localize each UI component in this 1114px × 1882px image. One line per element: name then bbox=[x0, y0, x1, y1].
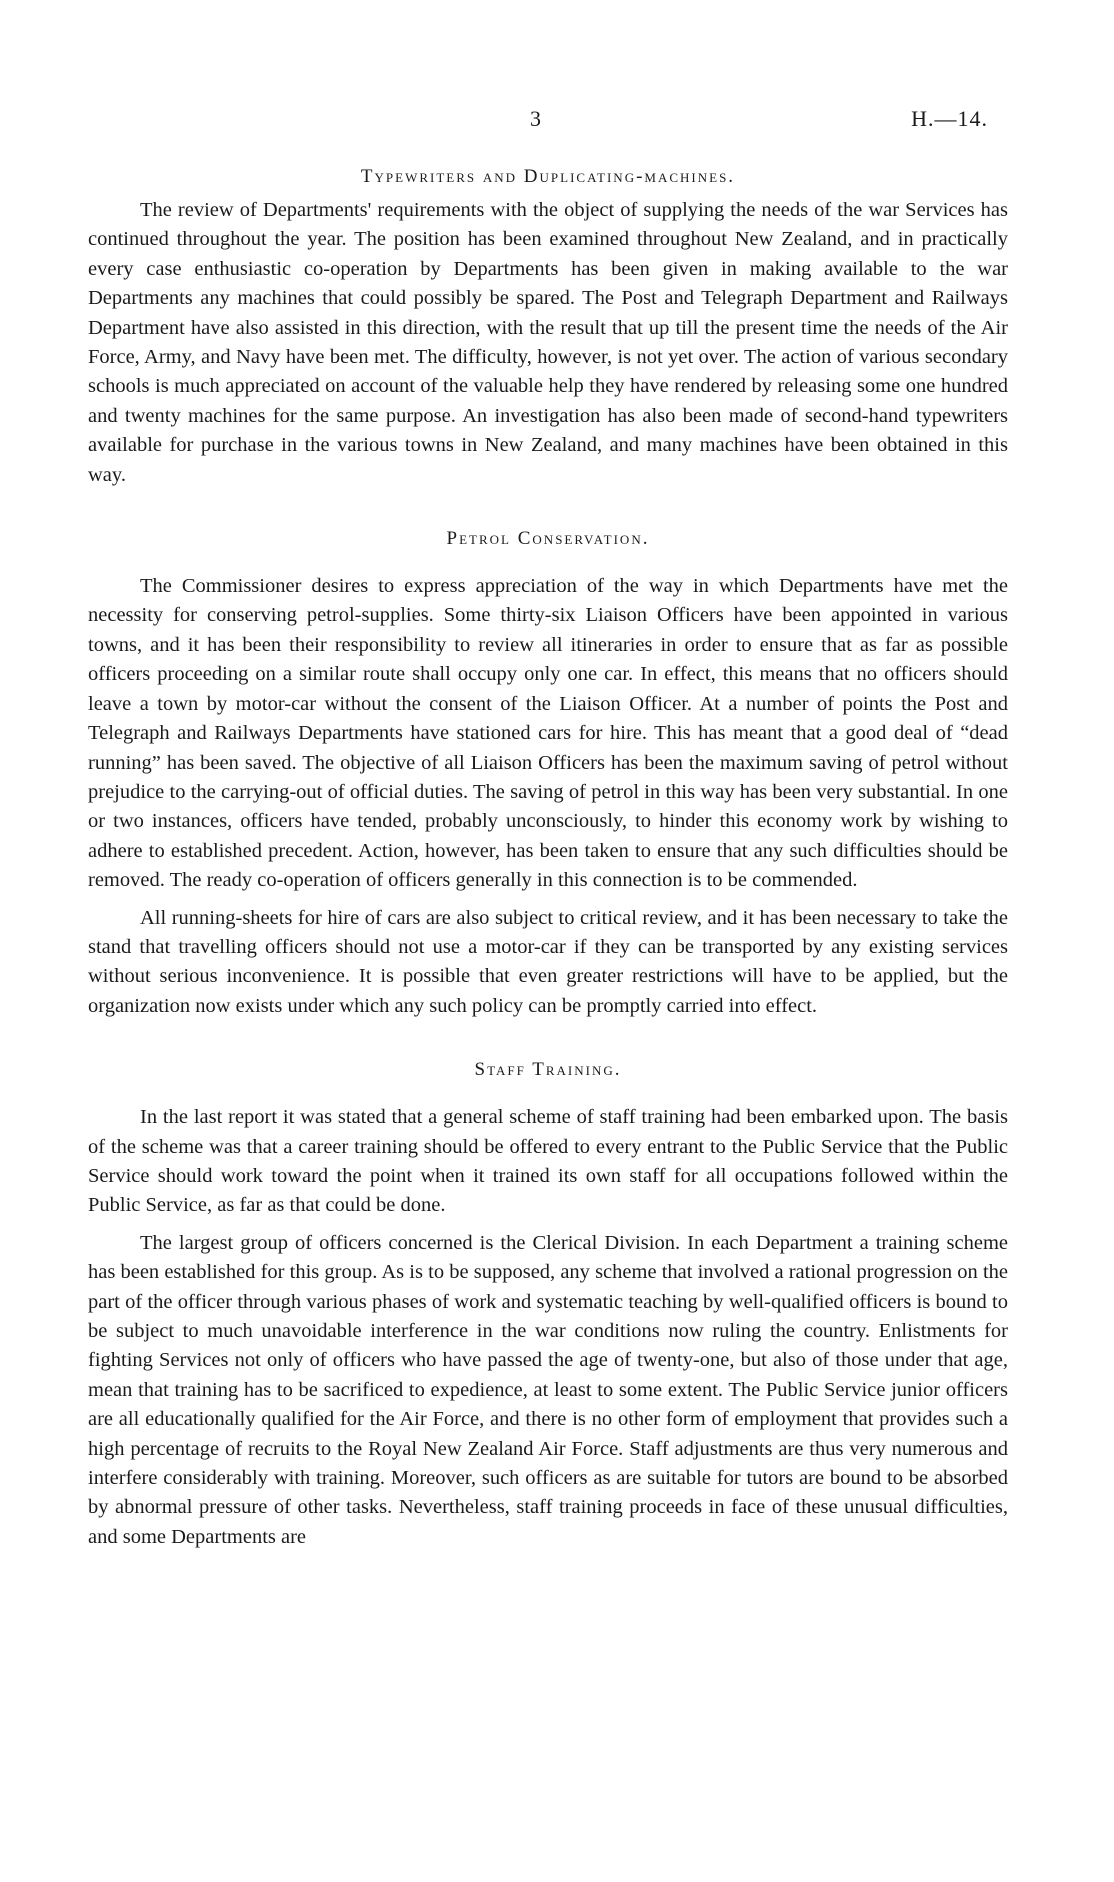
section-typewriters bbox=[88, 166, 1008, 490]
section-petrol-conservation bbox=[88, 528, 1008, 1021]
section-heading: Petrol Conservation. bbox=[446, 528, 650, 550]
paragraph: All running-sheets for hire of cars are also subject to critical review, and it has been necessary to take the stand that travelling officers should not use a motor-car if they can be transported by any existing services without serious inconvenience. It is possible that even greater restrictions will have to be applied, but the organization now exists under which any such policy can be promptly carried into effect. bbox=[88, 906, 1008, 1017]
page-number: 3 bbox=[530, 106, 541, 131]
document-reference: H.—14. bbox=[911, 106, 988, 131]
paragraph: The Commissioner desires to express appreciation of the way in which Departments have met the necessity for conserving petrol-supplies. Some thirty-six Liaison Officers have been appointed in various towns, and it has been their responsibility to review all itineraries in order to ensure that as far as possible officers proceeding on a similar route shall occupy only one car. In effect, this means that no officers should leave a town by motor-car without the consent of the Liaison Officer. At a number of points the Post and Telegraph and Railways Departments have stationed cars for hire. This has meant that a good deal of “dead running” has been saved. The objective of all Liaison Officers has been the maximum saving of petrol without prejudice to the carrying-out of official duties. The saving of petrol in this way has been very substantial. In one or two instances, officers have tended, probably unconsciously, to hinder this economy work by wishing to adhere to established precedent. Action, however, has been taken to ensure that any such difficulties should be removed. The ready co-operation of officers generally in this connection is to be commended. bbox=[88, 575, 1008, 892]
document-body bbox=[88, 166, 1008, 1560]
paragraph: In the last report it was stated that a general scheme of staff training had been embarked upon. The basis of the scheme was that a career training should be offered to every entrant to the Public Service that the Public Service should work toward the point when it trained its own staff for all occupations followed within the Public Service, as far as that could be done. bbox=[88, 1106, 1008, 1217]
section-staff-training bbox=[88, 1059, 1008, 1552]
paragraph: The largest group of officers concerned is the Clerical Division. In each Department a training scheme has been established for this group. As is to be supposed, any scheme that involved a rational progression on the part of the officer through various phases of work and systematic teaching by well-qualified officers is bound to be subject to much unavoidable interference in the war conditions now ruling the country. Enlistments for fighting Services not only of officers who have passed the age of twenty-one, but also of those under that age, mean that training has to be sacrificed to expedience, at least to some extent. The Public Service junior officers are all educationally qualified for the Air Force, and there is no other form of employment that provides such a high percentage of recruits to the Royal New Zealand Air Force. Staff adjustments are thus very numerous and interfere considerably with training. Moreover, such officers as are suitable for tutors are bound to be absorbed by abnormal pressure of other tasks. Nevertheless, staff training proceeds in face of these unusual difficulties, and some Departments are bbox=[88, 1231, 1008, 1548]
section-heading: Typewriters and Duplicating-machines. bbox=[360, 166, 736, 187]
paragraph: The review of Departments' requirements with the object of supplying the needs of the war Services has continued throughout the year. The position has been examined throughout New Zealand, and in practically every case enthusiastic co-operation by Departments has been given in making available to the war Departments any machines that could possibly be spared. The Post and Telegraph Department and Railways Department have also assisted in this direction, with the result that up till the present time the needs of the Air Force, Army, and Navy have been met. The difficulty, however, is not yet over. The action of various secondary schools is much appreciated on account of the valuable help they have rendered by releasing some one hundred and twenty machines for the same purpose. An investigation has also been made of second-hand typewriters available for purchase in the various towns in New Zealand, and many machines have been obtained in this way. bbox=[88, 199, 1008, 486]
section-heading: Staff Training. bbox=[474, 1059, 622, 1081]
